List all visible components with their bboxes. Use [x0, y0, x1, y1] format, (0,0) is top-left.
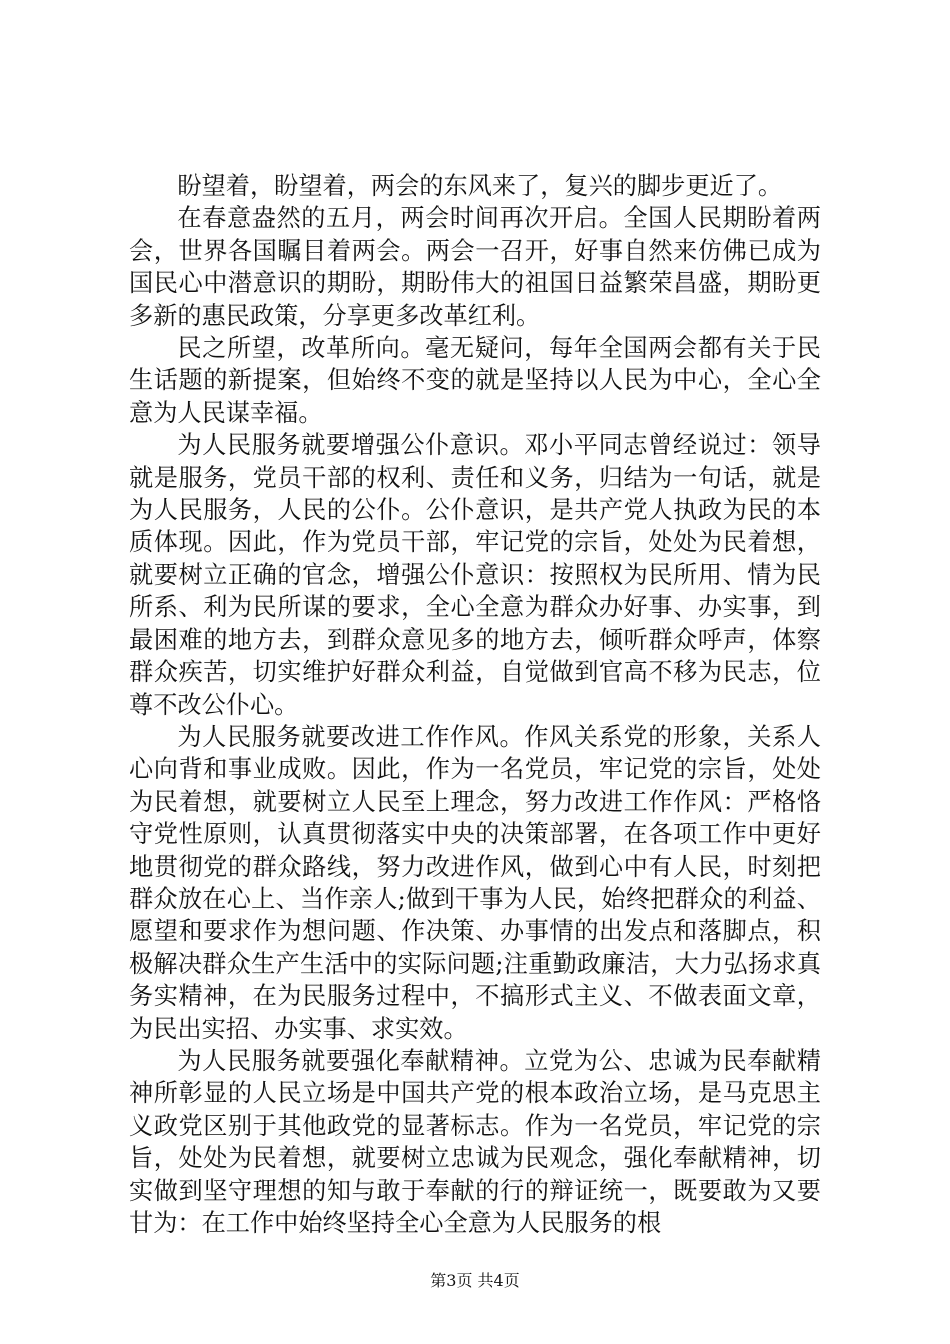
paragraph-5: 为人民服务就要改进工作作风。作风关系党的形象，关系人心向背和事业成败。因此，作为一名党员，牢记党的宗旨，处处为民着想，就要树立人民至上理念，努力改进工作作风：严格恪守党性原则，认真贯彻落实中央的决策部署，在各项工作中更好地贯彻党的群众路线，努力改进作风，做到心中有人民，时刻把群众放在心上、当作亲人;做到干事为人民，始终把群众的利益、愿望和要求作为想问题、作决策、办事情的出发点和落脚点，积极解决群众生产生活中的实际问题;注重勤政廉洁，大力弘扬求真务实精神，在为民服务过程中，不搞形式主义、不做表面文章，为民出实招、办实事、求实效。 [129, 722, 821, 1043]
paragraph-3: 民之所望，改革所向。毫无疑问，每年全国两会都有关于民生话题的新提案，但始终不变的就是坚持以人民为中心，全心全意为人民谋幸福。 [129, 334, 821, 427]
page-number-footer: 第3页 共4页 [430, 1271, 520, 1290]
paragraph-4: 为人民服务就要增强公仆意识。邓小平同志曾经说过：领导就是服务，党员干部的权利、责任和义务，归结为一句话，就是为人民服务，人民的公仆。公仆意识，是共产党人执政为民的本质体现。因此，作为党员干部，牢记党的宗旨，处处为民着想，就要树立正确的官念，增强公仆意识：按照权为民所用、情为民所系、利为民所谋的要求，全心全意为群众办好事、办实事，到最困难的地方去，到群众意见多的地方去，倾听群众呼声，体察群众疾苦，切实维护好群众利益，自觉做到官高不移为民志，位尊不改公仆心。 [129, 431, 821, 719]
document-body [129, 170, 821, 1239]
paragraph-1: 盼望着，盼望着，两会的东风来了，复兴的脚步更近了。 [177, 172, 783, 200]
paragraph-2: 在春意盎然的五月，两会时间再次开启。全国人民期盼着两会，世界各国瞩目着两会。两会一召开，好事自然来仿佛已成为国民心中潜意识的期盼，期盼伟大的祖国日益繁荣昌盛，期盼更多新的惠民政策，分享更多改革红利。 [129, 204, 821, 330]
paragraph-6: 为人民服务就要强化奉献精神。立党为公、忠诚为民奉献精神所彰显的人民立场是中国共产党的根本政治立场，是马克思主义政党区别于其他政党的显著标志。作为一名党员，牢记党的宗旨，处处为民着想，就要树立忠诚为民观念，强化奉献精神，切实做到坚守理想的知与敢于奉献的行的辩证统一，既要敢为又要甘为：在工作中始终坚持全心全意为人民服务的根 [129, 1046, 821, 1237]
